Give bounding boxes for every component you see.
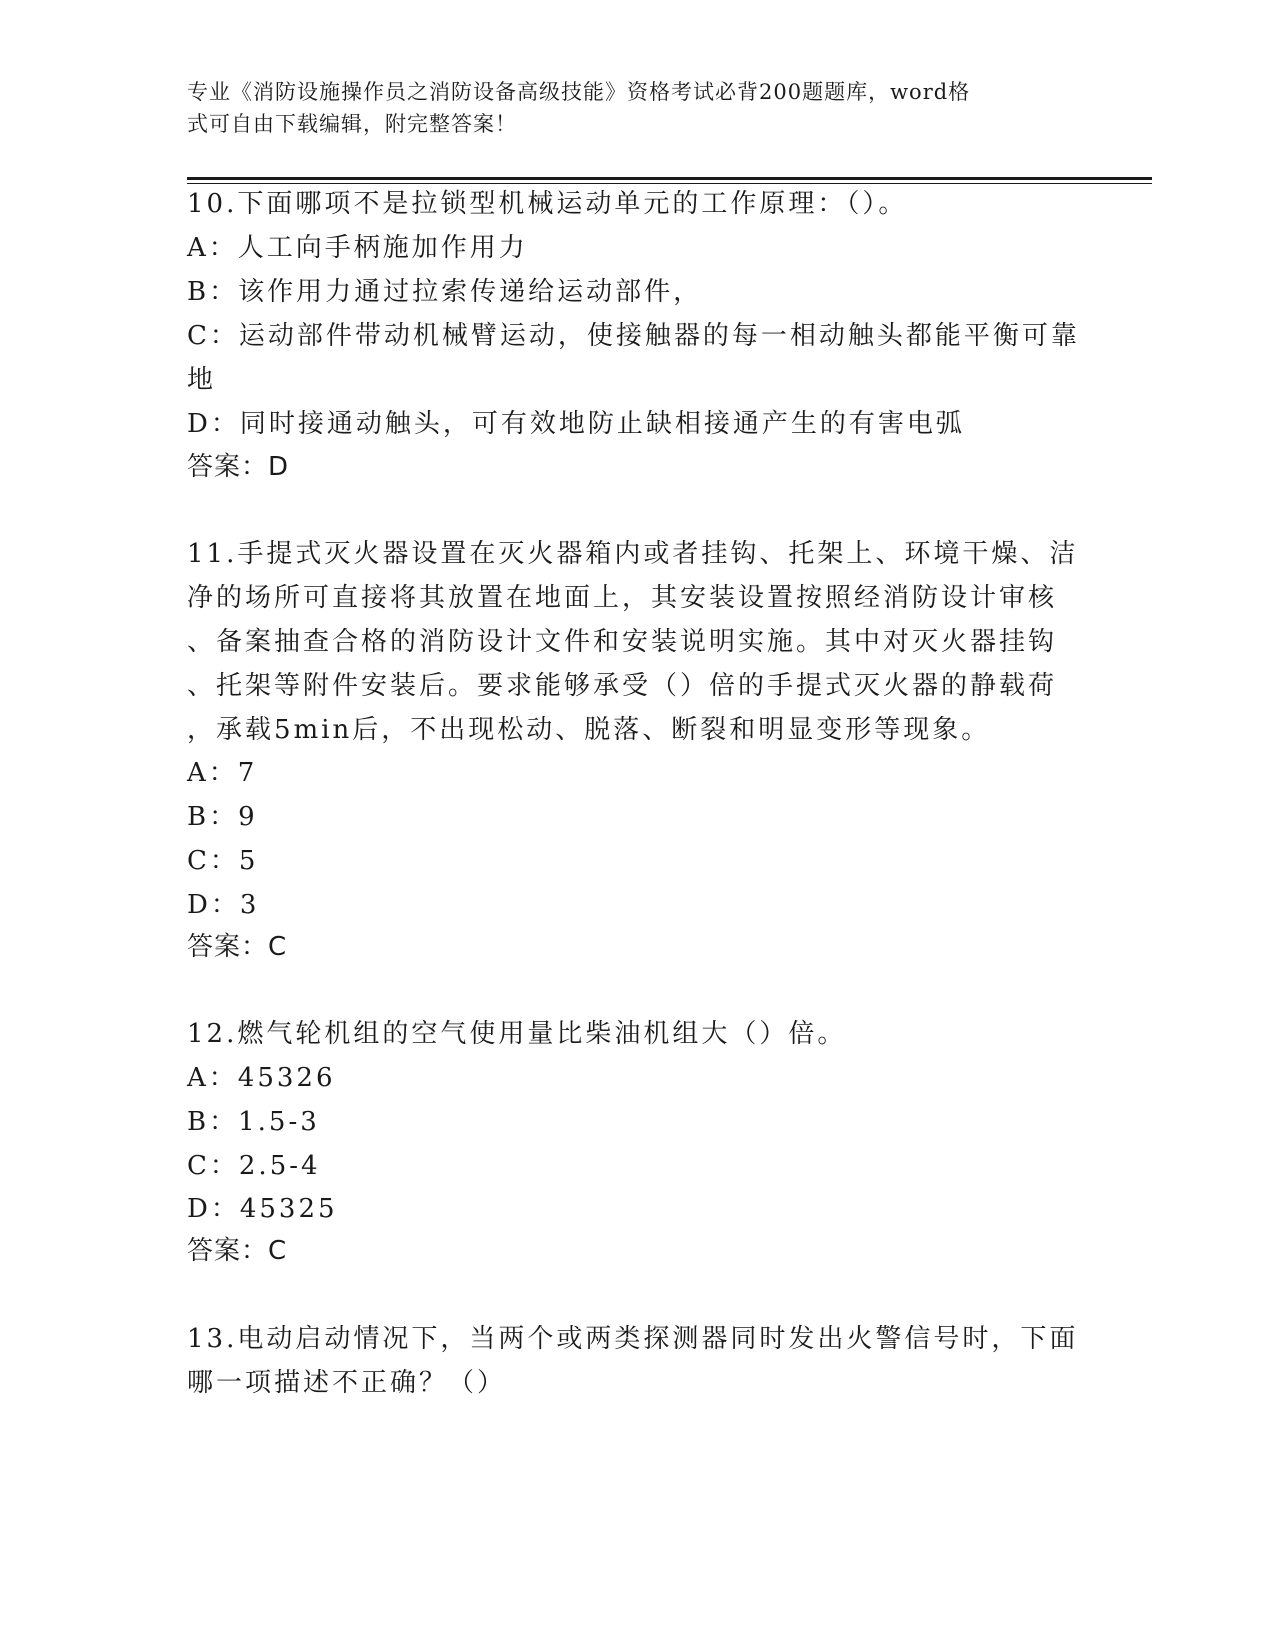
question-11-stem-2: 净的场所可直接将其放置在地面上，其安装设置按照经消防设计审核 (187, 583, 1058, 613)
question-10-option-a: A：人工向手柄施加作用力 (187, 233, 528, 263)
question-11-option-b: B：9 (187, 802, 258, 832)
question-10-answer: 答案：D (187, 452, 290, 482)
question-12-answer: 答案：C (187, 1236, 288, 1266)
document-header (187, 76, 1067, 140)
question-12-option-c: C：2.5-4 (187, 1151, 321, 1181)
header-line-2: 式可自由下载编辑，附完整答案！ (187, 112, 517, 136)
question-12-option-a: A：45326 (187, 1063, 336, 1093)
question-11-option-c: C：5 (187, 846, 259, 876)
question-12-stem: 12.燃气轮机组的空气使用量比柴油机组大（）倍。 (187, 1019, 847, 1049)
question-11-option-d: D：3 (187, 890, 260, 920)
header-rule-thin (187, 183, 1152, 184)
question-11-stem-3: 、备案抽查合格的消防设计文件和安装说明实施。其中对灭火器挂钩 (187, 627, 1058, 657)
question-11-answer: 答案：C (187, 932, 288, 962)
question-10-option-c: C：运动部件带动机械臂运动，使接触器的每一相动触头都能平衡可靠 (187, 321, 1080, 351)
question-11-stem-5: ，承载5min后，不出现松动、脱落、断裂和明显变形等现象。 (187, 715, 991, 745)
question-10-option-b: B：该作用力通过拉索传递给运动部件， (187, 277, 703, 307)
question-11-option-a: A：7 (187, 758, 258, 788)
question-12-option-b: B：1.5-3 (187, 1107, 320, 1137)
header-line-1: 专业《消防设施操作员之消防设备高级技能》资格考试必背200题题库，word格 (187, 80, 971, 104)
question-11-stem-4: 、托架等附件安装后。要求能够承受（）倍的手提式灭火器的静载荷 (187, 671, 1058, 701)
question-10-option-c-cont: 地 (187, 365, 217, 395)
header-rule-thick (187, 177, 1152, 180)
question-13-stem-2: 哪一项描述不正确？（） (187, 1368, 507, 1398)
question-13-stem-1: 13.电动启动情况下，当两个或两类探测器同时发出火警信号时，下面 (187, 1324, 1079, 1354)
question-10-option-d: D：同时接通动触头，可有效地防止缺相接通产生的有害电弧 (187, 409, 965, 439)
question-11-stem-1: 11.手提式灭火器设置在灭火器箱内或者挂钩、托架上、环境干燥、洁 (187, 539, 1079, 569)
question-10-stem: 10.下面哪项不是拉锁型机械运动单元的工作原理：（）。 (187, 189, 908, 219)
question-12-option-d: D：45325 (187, 1194, 338, 1224)
